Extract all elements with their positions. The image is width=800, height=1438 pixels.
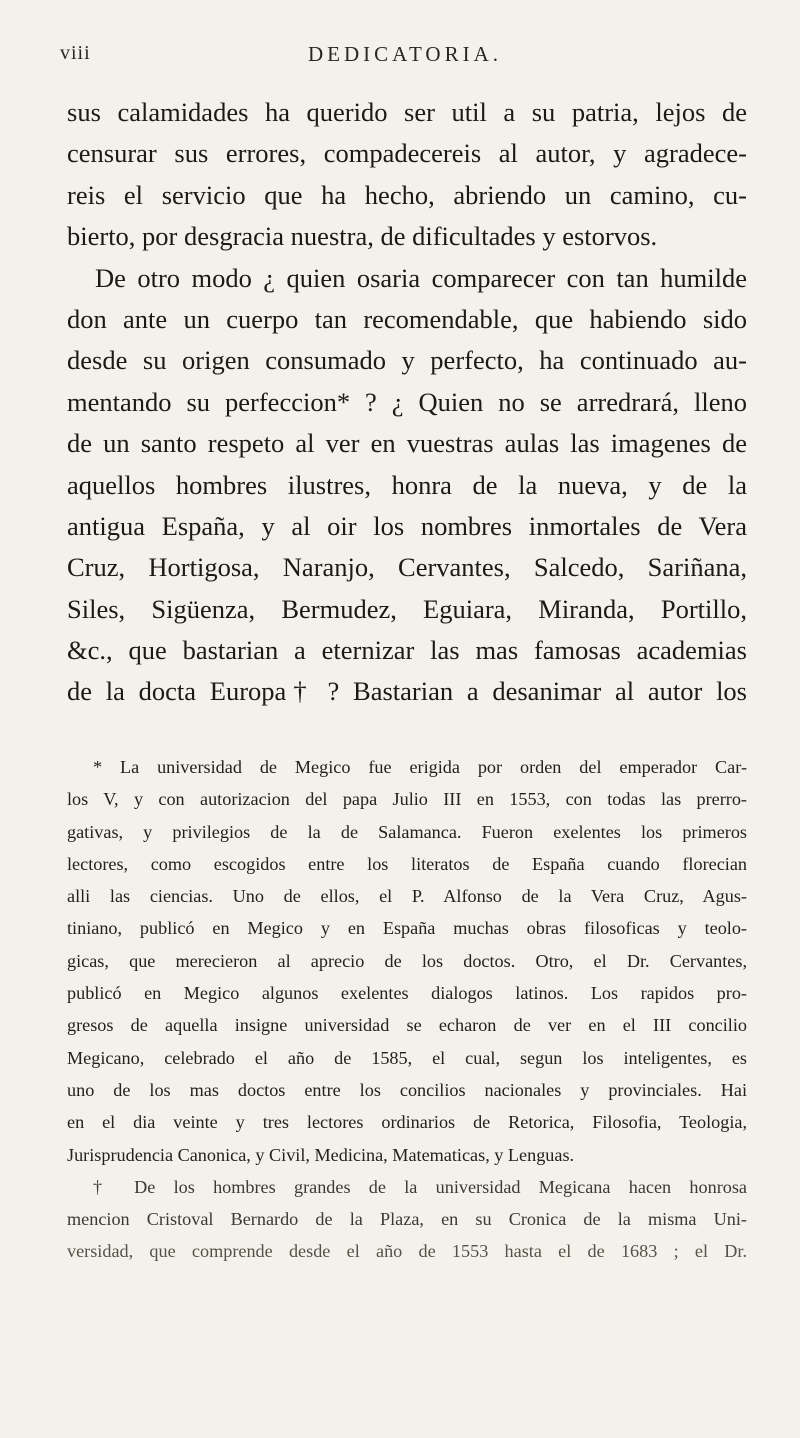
footnotes (67, 751, 747, 1268)
footnote-line: uno de los mas doctos entre los concilios nacionales y provinciales. Hai (67, 1079, 747, 1100)
footnote-line: publicó en Megico algunos exelentes dialogos latinos. Los rapidos pro- (67, 983, 747, 1004)
text-line: de la docta Europa† ? Bastarian a desanimar al autor los (67, 676, 747, 707)
footnote-line: gicas, que merecieron al aprecio de los doctos. Otro, el Dr. Cervantes, (67, 950, 747, 971)
text-line: De otro modo ¿ quien osaria comparecer con tan humilde (95, 262, 747, 293)
text-line: censurar sus errores, compadecereis al autor, y agradece- (67, 138, 747, 169)
page-number: viii (60, 42, 91, 64)
footnote-line: * La universidad de Megico fue erigida por orden del emperador Car- (93, 757, 747, 777)
page-header (60, 42, 750, 82)
footnote-line: lectores, como escogidos entre los literatos de España cuando florecian (67, 853, 747, 874)
footnote-line: alli las ciencias. Uno de ellos, el P. Alfonso de la Vera Cruz, Agus- (67, 886, 747, 907)
text-line: Cruz, Hortigosa, Naranjo, Cervantes, Salcedo, Sariñana, (67, 552, 747, 583)
text-line: Siles, Sigüenza, Bermudez, Eguiara, Miranda, Portillo, (67, 593, 747, 624)
text-line: don ante un cuerpo tan recomendable, que habiendo sido (67, 303, 747, 334)
footnote-line: † De los hombres grandes de la universidad Megicana hacen honrosa (93, 1176, 747, 1197)
text-line: de un santo respeto al ver en vuestras aulas las imagenes de (67, 428, 747, 459)
text-line: sus calamidades ha querido ser util a su patria, lejos de (67, 97, 747, 127)
text-line: antigua España, y al oir los nombres inmortales de Vera (67, 510, 747, 541)
footnote-line: Jurisprudencia Canonica, y Civil, Medicina, Matematicas, y Lenguas. (67, 1144, 575, 1165)
text-line: mentando su perfeccion* ? ¿ Quien no se arredrará, lleno (67, 386, 747, 417)
footnote-line: los V, y con autorizacion del papa Julio III en 1553, con todas las prerro- (67, 789, 747, 810)
footnote-line: Megicano, celebrado el año de 1585, el cual, segun los inteligentes, es (67, 1047, 747, 1068)
text-line: desde su origen consumado y perfecto, ha continuado au- (67, 345, 747, 376)
running-head: DEDICATORIA. (307, 42, 503, 66)
footnote-line: gresos de aquella insigne universidad se echaron de ver en el III concilio (67, 1015, 747, 1036)
main-text (67, 92, 747, 713)
text-line: aquellos hombres ilustres, honra de la nueva, y de la (67, 469, 747, 500)
footnote-line: gativas, y privilegios de la de Salamanca. Fueron exelentes los primeros (67, 821, 747, 842)
text-line: bierto, por desgracia nuestra, de dificultades y estorvos. (67, 221, 658, 252)
footnote-line: mencion Cristoval Bernardo de la Plaza, en su Cronica de la misma Uni- (67, 1209, 747, 1230)
footnote-line: versidad, que comprende desde el año de 1553 hasta el de 1683 ; el Dr. (67, 1241, 747, 1262)
footnote-line: tiniano, publicó en Megico y en España muchas obras filosoficas y teolo- (67, 918, 747, 939)
text-line: &c., que bastarian a eternizar las mas famosas academias (67, 635, 747, 666)
footnote-line: en el dia veinte y tres lectores ordinarios de Retorica, Filosofia, Teologia, (67, 1112, 747, 1133)
text-line: reis el servicio que ha hecho, abriendo un camino, cu- (67, 179, 747, 210)
